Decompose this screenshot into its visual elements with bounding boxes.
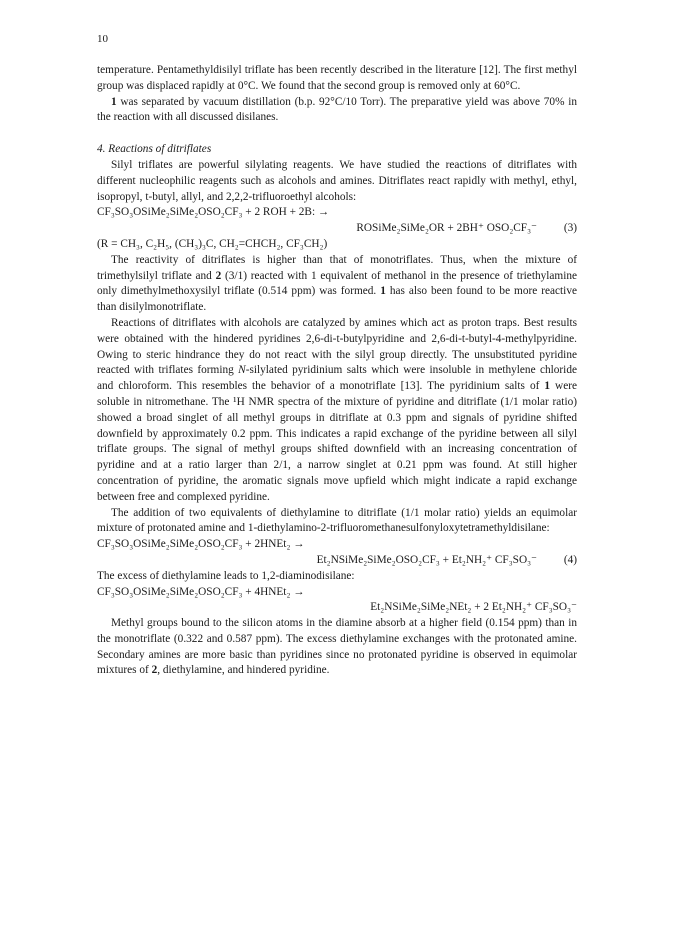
paragraph-continued: temperature. Pentamethyldisilyl triflate has been recently described in the literature [12]. The first methyl group was displaced rapidly at 0°C. We found that the second group is removed only at 60°C.: [97, 64, 577, 92]
equation-3-rhs: ROSiMe₂SiMe₂OR + 2BH⁺ OSO₂CF₃⁻ (3): [97, 221, 577, 237]
paragraph-catalysis: Reactions of ditriflates with alcohols are catalyzed by amines which act as proton traps. Best results were obtained with the hindered pyridines 2,6-di-t-butylpyridine and 2,6-di-t-butyl-4-methylpyridine. Owing to steric hindrance they do not react with the silyl group directly. The unsubstituted pyridine reacted with triflates forming N-silylated pyridinium salts which were insoluble in methylene chloride and chloroform. This resembles the behavior of a monotriflate [13]. The pyridinium salts of 1 were soluble in nitromethane. The ¹H NMR spectra of the mixture of pyridine and ditriflate (1/1 molar ratio) showed a broad singlet of all methyl groups in ditriflate at 0.3 ppm and signals of pyridine shifted downfield by approximately 0.2 ppm. This indicates a rapid exchange of the pyridine between all silyl triflate groups. The signal of methyl groups shifted downfield with an increasing concentration of pyridine and at a ratio larger than 2/1, a narrow singlet at 0.21 ppm was found. At still higher concentration of pyridine, the aromatic signals move upfield which might indicate a rapid exchange between free and complexed pyridine.: [97, 316, 577, 503]
equation-3-lhs: CF₃SO₃OSiMe₂SiMe₂OSO₂CF₃ + 2 ROH + 2B: →: [97, 206, 330, 219]
equation-5-lhs: CF₃SO₃OSiMe₂SiMe₂OSO₂CF₃ + 4HNEt₂ →: [97, 585, 305, 598]
equation-number: (4): [563, 553, 577, 566]
equation-4-rhs: Et₂NSiMe₂SiMe₂OSO₂CF₃ + Et₂NH₂⁺ CF₃SO₃⁻ (4): [97, 553, 577, 569]
body-text: [97, 63, 577, 679]
paragraph-reactivity: The reactivity of ditriflates is higher than that of monotriflates. Thus, when the mixture of trimethylsilyl triflate and 2 (3/1) reacted with 1 equivalent of methanol in the presence of triethylamine only dimethylmethoxysilyl triflate (0.514 ppm) was formed. 1 has also been found to be more reactive than disilylmonotriflate.: [97, 253, 577, 314]
section-heading: 4. Reactions of ditriflates: [97, 143, 212, 156]
equation-5-rhs: Et₂NSiMe₂SiMe₂NEt₂ + 2 Et₂NH₂⁺ CF₃SO₃⁻: [370, 601, 577, 614]
paragraph-methyl-groups: Methyl groups bound to the silicon atoms in the diamine absorb at a higher field (0.154 ppm) than in the monotriflate (0.322 and 0.587 ppm). The excess diethylamine exchanges with the protonated amine. Secondary amines are more basic than pyridines since no protonated pyridine is observed in equimolar mixtures of 2, diethylamine, and hindered pyridine.: [97, 617, 577, 677]
paragraph-excess: The excess of diethylamine leads to 1,2-diaminodisilane:: [97, 569, 355, 582]
equation-4-lhs: CF₃SO₃OSiMe₂SiMe₂OSO₂CF₃ + 2HNEt₂ →: [97, 538, 305, 551]
compound-ref: 1: [111, 95, 117, 108]
equation-number: (3): [563, 222, 577, 235]
page-number: 10: [97, 33, 108, 45]
paragraph-diethylamine: The addition of two equivalents of diethylamine to ditriflate (1/1 molar ratio) yields an equimolar mixture of protonated amine and 1-diethylamino-2-trifluoromethanesulfonyloxytetramethyldisilane:: [97, 506, 577, 535]
paragraph-separation: 1 was separated by vacuum distillation (b.p. 92°C/10 Torr). The preparative yield was above 70% in the reaction with all discussed disilanes.: [97, 95, 577, 124]
equation-3-definition: (R = CH₃, C₂H₅, (CH₃)₃C, CH₂=CHCH₂, CF₃CH₂): [97, 237, 328, 250]
paragraph-intro: Silyl triflates are powerful silylating reagents. We have studied the reactions of ditriflates with different nucleophilic reagents such as alcohols and amines. Ditriflates react rapidly with methyl, ethyl, isopropyl, t-butyl, allyl, and 2,2,2-trifluoroethyl alcohols:: [97, 158, 577, 203]
